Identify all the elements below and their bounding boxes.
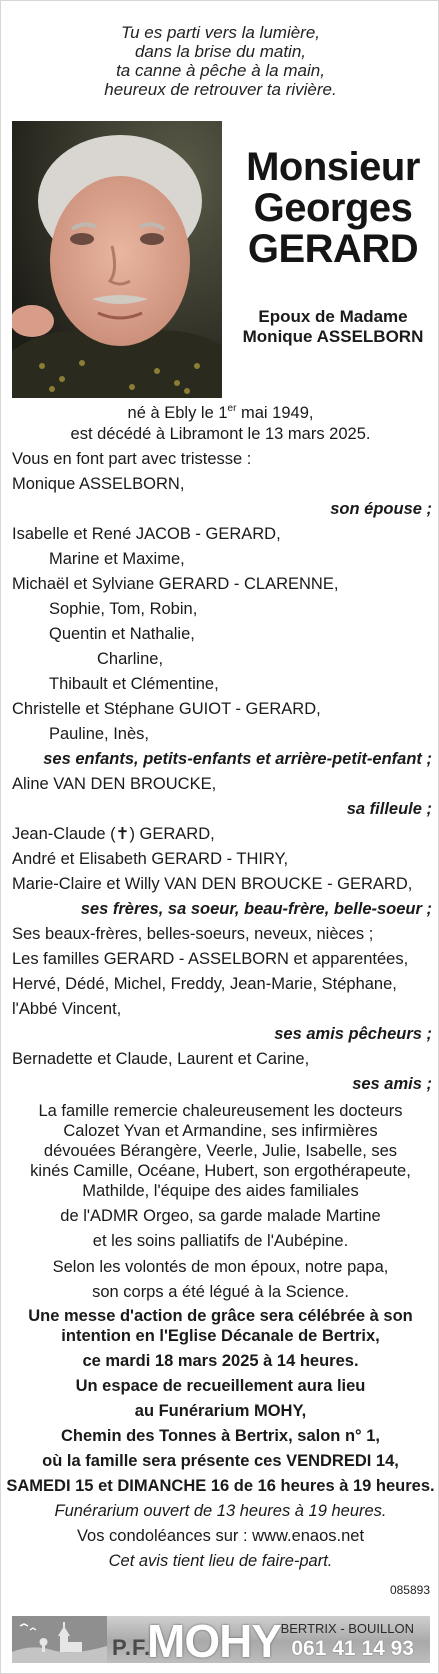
ceremony-line: au Funérarium MOHY,	[134, 1402, 307, 1420]
reference-number: 085893	[389, 1583, 430, 1597]
death-line: est décédé à Libramont le 13 mars 2025.	[70, 425, 371, 443]
family-line: André et Elisabeth GERARD - THIRY,	[12, 850, 289, 868]
ceremony-line: où la famille sera présente ces VENDREDI 14,	[42, 1452, 399, 1470]
funeral-home-banner	[12, 1616, 430, 1663]
ceremony-line: Un espace de recueillement aura lieu	[75, 1377, 366, 1395]
ceremony-line: ce mardi 18 mars 2025 à 14 heures.	[82, 1352, 359, 1370]
wishes-line: Selon les volontés de mon époux, notre papa,	[52, 1258, 389, 1276]
poem-line: Tu es parti vers la lumière,	[120, 23, 321, 42]
thanks-line: La famille remercie chaleureusement les docteurs	[38, 1102, 403, 1120]
family-line: Marine et Maxime,	[49, 550, 185, 568]
portrait-photo	[12, 121, 222, 398]
family-line: Quentin et Nathalie,	[49, 625, 195, 643]
title-last-name: GERARD	[247, 227, 419, 271]
deceased-name	[233, 147, 433, 270]
title-honorific: Monsieur	[246, 145, 420, 189]
relation-label: son épouse ;	[330, 500, 432, 518]
thanks-line: et les soins palliatifs de l'Aubépine.	[92, 1232, 349, 1250]
poem-line: dans la brise du matin,	[134, 42, 307, 61]
church-landscape-icon	[12, 1616, 107, 1663]
family-line: Monique ASSELBORN,	[12, 475, 185, 493]
condolences-line: Vos condoléances sur : www.enaos.net	[76, 1527, 365, 1545]
title-first-name: Georges	[253, 186, 413, 230]
spouse-line: Epoux de Madame	[258, 307, 408, 326]
ceremony-line: Une messe d'action de grâce sera célébrée à son	[28, 1307, 413, 1325]
banner-city: BERTRIX - BOUILLON	[280, 1621, 414, 1636]
thanks-line: de l'ADMR Orgeo, sa garde malade Martine	[60, 1207, 381, 1225]
thanks-line: kinés Camille, Océane, Hubert, son ergothérapeute,	[30, 1162, 411, 1180]
ceremony-line: intention en l'Eglise Décanale de Bertrix,	[61, 1327, 380, 1345]
banner-phone: 061 41 14 93	[291, 1637, 414, 1660]
ceremony-line: SAMEDI 15 et DIMANCHE 16 de 16 heures à 19 heures.	[6, 1477, 435, 1495]
thanks-line: Mathilde, l'équipe des aides familiales	[82, 1182, 359, 1200]
family-line: Charline,	[97, 650, 164, 668]
family-line: Marie-Claire et Willy VAN DEN BROUCKE - GERARD,	[12, 875, 413, 893]
intro-line: Vous en font part avec tristesse :	[12, 450, 252, 468]
ceremony-line: Chemin des Tonnes à Bertrix, salon n° 1,	[61, 1427, 380, 1445]
family-line: Les familles GERARD - ASSELBORN et apparentées,	[12, 950, 409, 968]
family-line: Bernadette et Claude, Laurent et Carine,	[12, 1050, 310, 1068]
poem	[1, 23, 439, 99]
relation-label: ses amis pêcheurs ;	[274, 1025, 432, 1043]
relation-label: ses enfants, petits-enfants et arrière-petit-enfant ;	[43, 750, 432, 768]
family-line: Christelle et Stéphane GUIOT - GERARD,	[12, 700, 321, 718]
relation-label: sa filleule ;	[346, 800, 432, 818]
family-line: l'Abbé Vincent,	[12, 1000, 122, 1018]
family-line: Thibault et Clémentine,	[49, 675, 219, 693]
birth-line: né à Ebly le 1er mai 1949,	[127, 403, 314, 422]
spouse-line: Monique ASSELBORN	[242, 327, 424, 346]
poem-line: heureux de retrouver ta rivière.	[104, 80, 337, 99]
wishes-line: son corps a été légué à la Science.	[92, 1283, 349, 1301]
family-line: Hervé, Dédé, Michel, Freddy, Jean-Marie, Stéphane,	[12, 975, 397, 993]
brand-name: MOHY	[147, 1616, 281, 1663]
funeral-home-hours: Funérarium ouvert de 13 heures à 19 heures.	[54, 1502, 387, 1520]
family-line: Jean-Claude (✝) GERARD,	[12, 825, 215, 843]
pf-label: P.F.	[112, 1635, 152, 1660]
family-line: Isabelle et René JACOB - GERARD,	[12, 525, 281, 543]
family-line: Ses beaux-frères, belles-soeurs, neveux, nièces ;	[12, 925, 374, 943]
thanks-line: dévouées Bérangère, Veerle, Julie, Isabelle, ses	[43, 1142, 398, 1160]
relation-label: ses amis ;	[352, 1075, 432, 1093]
family-line: Sophie, Tom, Robin,	[49, 600, 198, 618]
poem-line: ta canne à pêche à la main,	[116, 61, 325, 80]
family-line: Aline VAN DEN BROUCKE,	[12, 775, 217, 793]
family-line: Pauline, Inès,	[49, 725, 149, 743]
thanks-line: Calozet Yvan et Armandine, ses infirmières	[63, 1122, 378, 1140]
notice-line: Cet avis tient lieu de faire-part.	[108, 1552, 333, 1570]
spouse-info	[233, 307, 433, 347]
family-line: Michaël et Sylviane GERARD - CLARENNE,	[12, 575, 339, 593]
relation-label: ses frères, sa soeur, beau-frère, belle-soeur ;	[80, 900, 432, 918]
